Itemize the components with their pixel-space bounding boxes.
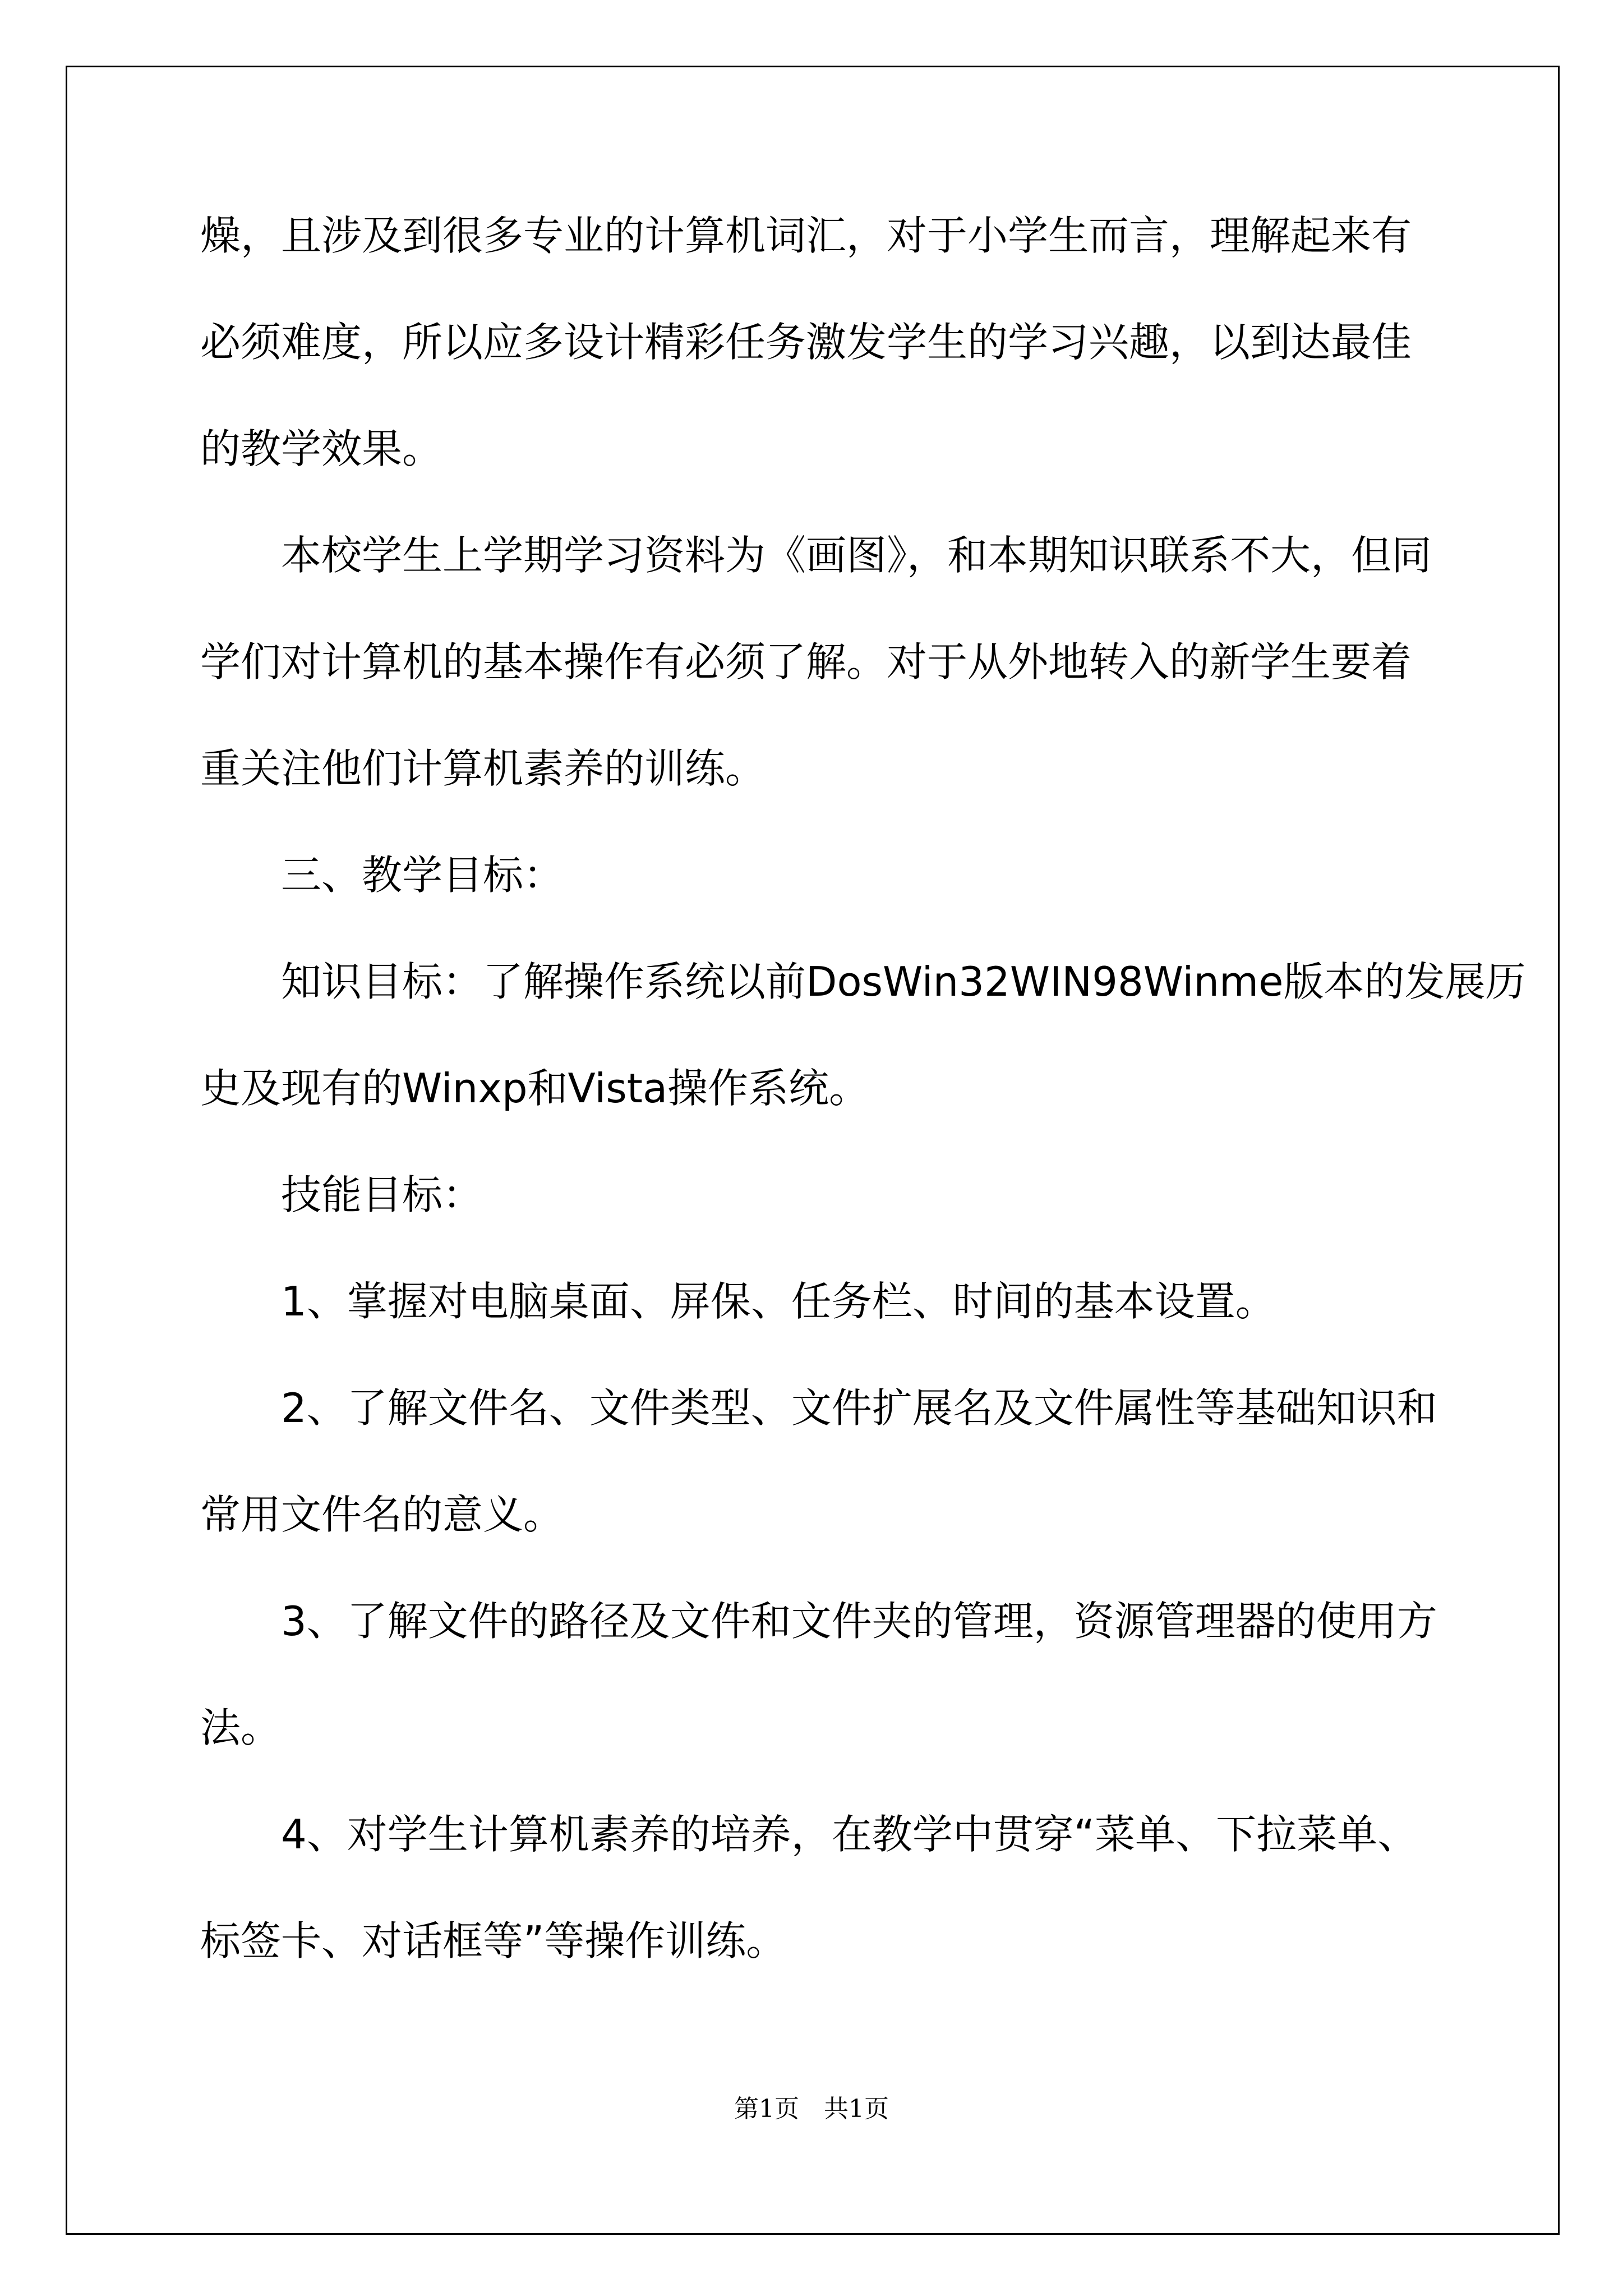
page-number-footer: 第1页 共1页 — [734, 2095, 889, 2123]
paragraph-start-line: 知识目标：了解操作系统以前DosWin32WIN98Winme版本的发展历 — [281, 958, 1526, 1005]
list-item: 1、掌握对电脑桌面、屏保、任务栏、时间的基本设置。 — [281, 1278, 1276, 1325]
text-line: 重关注他们计算机素养的训练。 — [200, 745, 766, 792]
page-border — [66, 66, 1560, 2235]
section-heading: 三、教学目标： — [281, 852, 564, 899]
text-line: 史及现有的Winxp和Vista操作系统。 — [200, 1065, 870, 1112]
list-item: 2、了解文件名、文件类型、文件扩展名及文件属性等基础知识和 — [281, 1384, 1437, 1432]
paragraph-start-line: 本校学生上学期学习资料为《画图》，和本期知识联系不大，但同 — [281, 532, 1432, 579]
text-line: 法。 — [200, 1704, 282, 1751]
text-line: 标签卡、对话框等”等操作训练。 — [200, 1917, 787, 1964]
list-item: 4、对学生计算机素养的培养，在教学中贯穿“菜单、下拉菜单、 — [281, 1811, 1418, 1858]
text-line: 燥，且涉及到很多专业的计算机词汇，对于小学生而言，理解起来有 — [200, 212, 1412, 259]
text-line: 必须难度，所以应多设计精彩任务激发学生的学习兴趣，以到达最佳 — [200, 319, 1412, 366]
text-line: 的教学效果。 — [200, 425, 443, 472]
text-line: 学们对计算机的基本操作有必须了解。对于从外地转入的新学生要着 — [200, 638, 1412, 685]
subheading: 技能目标： — [281, 1171, 483, 1218]
list-item: 3、了解文件的路径及文件和文件夹的管理，资源管理器的使用方 — [281, 1598, 1437, 1645]
text-line: 常用文件名的意义。 — [200, 1491, 564, 1538]
